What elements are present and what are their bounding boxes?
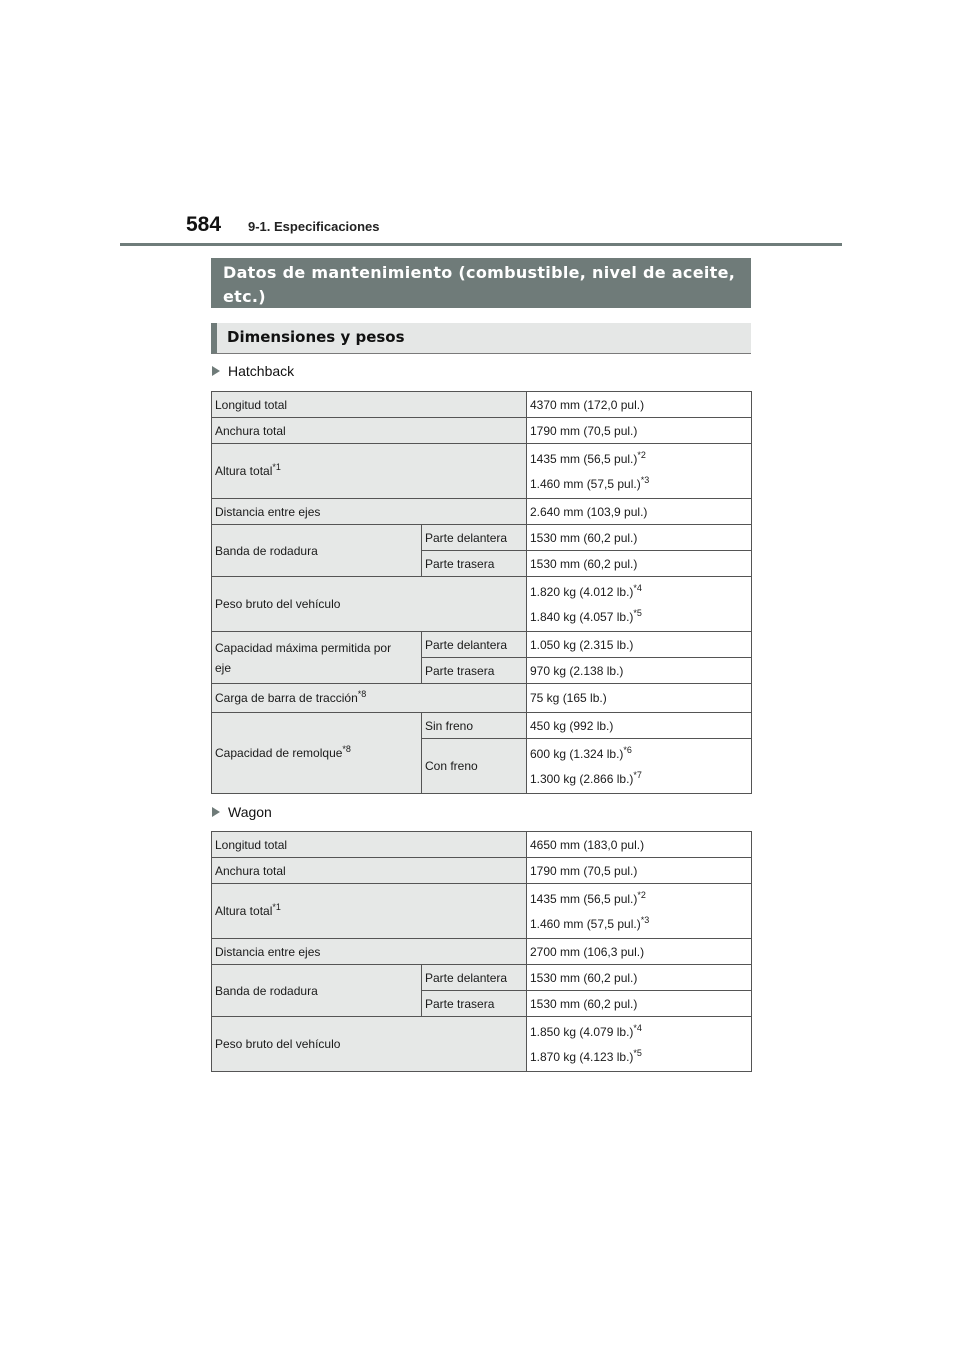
table-row: [212, 713, 752, 739]
sub-label: Parte delantera: [422, 632, 527, 658]
row-label: Banda de rodadura: [212, 525, 422, 577]
table-row: [212, 939, 752, 965]
footnote-ref: *7: [633, 769, 642, 780]
variant-label: Hatchback: [228, 363, 295, 379]
table-row: [212, 499, 752, 525]
row-value: 1.050 kg (2.315 lb.): [527, 632, 752, 658]
table-row: [212, 965, 752, 991]
row-value: 1530 mm (60,2 pul.): [527, 965, 752, 991]
row-label: Carga de barra de tracción$^{*8}$: [212, 684, 527, 713]
sub-label: Con freno: [422, 739, 527, 794]
footnote-ref: *4: [633, 582, 642, 593]
footnote-ref: *6: [623, 744, 632, 755]
chapter-banner: [211, 258, 751, 308]
row-label: Longitud total: [212, 392, 527, 418]
banner-title-line2: etc.): [223, 287, 266, 306]
row-value: 970 kg (2.138 lb.): [527, 658, 752, 684]
row-label: Peso bruto del vehículo: [212, 1017, 527, 1072]
row-label: Distancia entre ejes: [212, 939, 527, 965]
sub-label: Sin freno: [422, 713, 527, 739]
table-row: [212, 525, 752, 551]
table-row: [212, 1017, 752, 1072]
row-value: 1435 mm (56,5 pul.)$^{*2}$ 1.460 mm (57,5 pul.)$^{*3}$: [527, 884, 752, 939]
table-row: [212, 444, 752, 499]
triangle-bullet-icon: [212, 366, 220, 376]
row-value: 1530 mm (60,2 pul.): [527, 551, 752, 577]
row-value: 4370 mm (172,0 pul.): [527, 392, 752, 418]
table-row: [212, 832, 752, 858]
row-label: Altura total$^{*1}$: [212, 884, 527, 939]
table-row: [212, 577, 752, 632]
footnote-ref: *1: [272, 462, 281, 472]
subsection-heading: Dimensiones y pesos: [211, 323, 751, 354]
row-value: 2.640 mm (103,9 pul.): [527, 499, 752, 525]
hatchback-spec-table: [211, 391, 752, 794]
variant-hatchback-heading: [212, 363, 294, 379]
row-label: Peso bruto del vehículo: [212, 577, 527, 632]
sub-label: Parte trasera: [422, 658, 527, 684]
table-row: [212, 684, 752, 713]
row-value: 1435 mm (56,5 pul.)$^{*2}$ 1.460 mm (57,5 pul.)$^{*3}$: [527, 444, 752, 499]
row-label: Anchura total: [212, 858, 527, 884]
footnote-ref: *8: [342, 744, 351, 754]
variant-wagon-heading: [212, 804, 272, 820]
row-label: Banda de rodadura: [212, 965, 422, 1017]
row-value: 1.820 kg (4.012 lb.)$^{*4}$ 1.840 kg (4.057 lb.)$^{*5}$: [527, 577, 752, 632]
table-row: [212, 858, 752, 884]
section-title: 9-1. Especificaciones: [248, 219, 380, 234]
footnote-ref: *5: [633, 1047, 642, 1058]
row-value: 75 kg (165 lb.): [527, 684, 752, 713]
page-number: 584: [186, 213, 222, 236]
row-value: 2700 mm (106,3 pul.): [527, 939, 752, 965]
row-label: Capacidad máxima permitida por eje: [212, 632, 422, 684]
row-value: 450 kg (992 lb.): [527, 713, 752, 739]
sub-label: Parte trasera: [422, 551, 527, 577]
row-label: Anchura total: [212, 418, 527, 444]
sub-label: Parte delantera: [422, 965, 527, 991]
row-value: 1530 mm (60,2 pul.): [527, 525, 752, 551]
banner-title-line1: Datos de mantenimiento (combustible, nivel de aceite,: [223, 263, 736, 282]
footnote-ref: *3: [640, 474, 650, 485]
row-value: 1530 mm (60,2 pul.): [527, 991, 752, 1017]
table-row: [212, 632, 752, 658]
footnote-ref: *5: [633, 607, 642, 618]
sub-label: Parte trasera: [422, 991, 527, 1017]
sub-label: Parte delantera: [422, 525, 527, 551]
row-value: 1.850 kg (4.079 lb.)$^{*4}$ 1.870 kg (4.123 lb.)$^{*5}$: [527, 1017, 752, 1072]
variant-label: Wagon: [228, 804, 272, 820]
footnote-ref: *3: [640, 914, 650, 925]
triangle-bullet-icon: [212, 807, 220, 817]
row-label: Longitud total: [212, 832, 527, 858]
table-row: [212, 392, 752, 418]
row-value: 4650 mm (183,0 pul.): [527, 832, 752, 858]
row-value: 1790 mm (70,5 pul.): [527, 418, 752, 444]
footnote-ref: *4: [633, 1022, 642, 1033]
footnote-ref: *1: [272, 902, 281, 912]
table-row: [212, 418, 752, 444]
row-value: 1790 mm (70,5 pul.): [527, 858, 752, 884]
row-label: Capacidad de remolque$^{*8}$: [212, 713, 422, 794]
footnote-ref: *2: [637, 889, 646, 900]
row-value: 600 kg (1.324 lb.)$^{*6}$ 1.300 kg (2.866 lb.)$^{*7}$: [527, 739, 752, 794]
footnote-ref: *2: [637, 449, 646, 460]
row-label: Altura total$^{*1}$: [212, 444, 527, 499]
wagon-spec-table: [211, 831, 752, 1072]
header-divider: [120, 243, 842, 246]
footnote-ref: *8: [357, 689, 367, 699]
row-label: Distancia entre ejes: [212, 499, 527, 525]
table-row: [212, 884, 752, 939]
